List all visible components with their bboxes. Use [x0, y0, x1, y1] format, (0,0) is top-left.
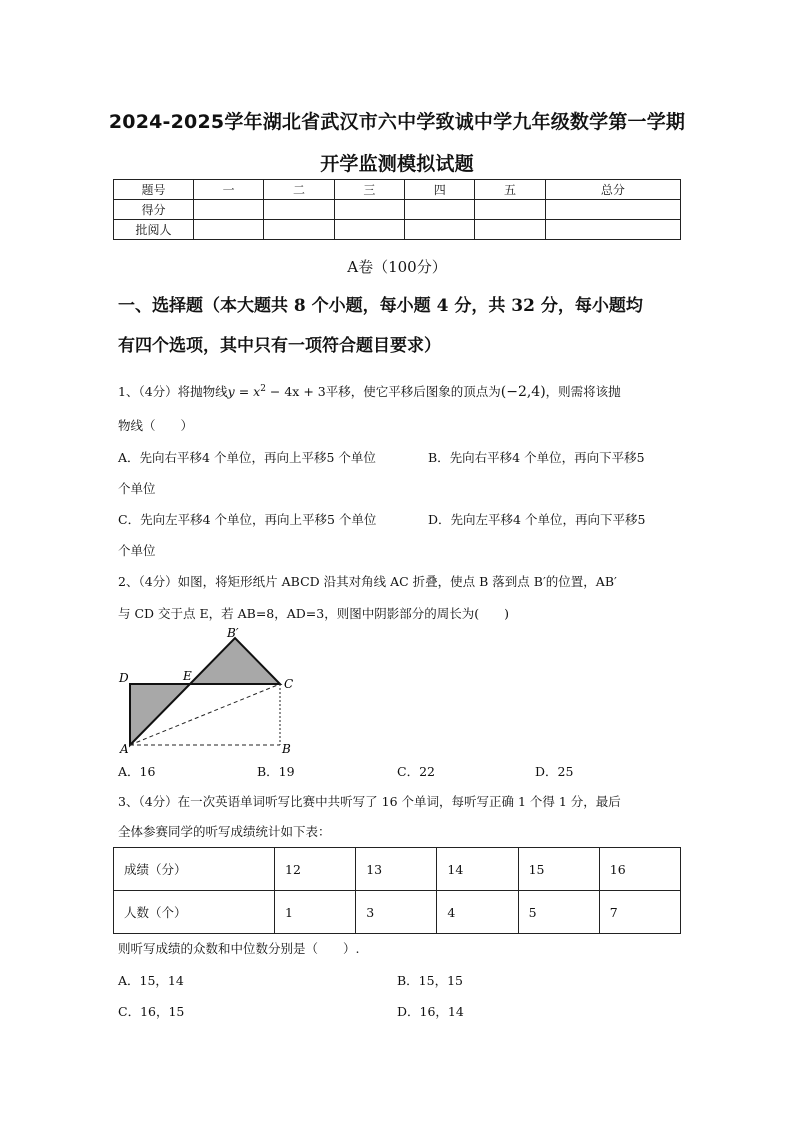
- label-a: A: [120, 742, 129, 756]
- q1-option-d[interactable]: D．先向左平移4 个单位，再向下平移5: [428, 512, 646, 527]
- score-cell: 三: [334, 180, 404, 200]
- label-b-prime: B′: [227, 626, 239, 640]
- q3-option-a[interactable]: A．15，14: [118, 973, 184, 988]
- q3-option-b[interactable]: B．15，15: [397, 973, 463, 988]
- q1-option-b-cont: 个单位: [118, 481, 156, 496]
- q1-formula-y: y: [227, 384, 235, 400]
- q1-option-a[interactable]: A．先向右平移4 个单位，再向上平移5 个单位: [118, 450, 376, 465]
- score-table-row: [114, 200, 681, 220]
- score-cell: [475, 200, 545, 220]
- score-cell: 总分: [545, 180, 680, 200]
- score-table: [113, 179, 681, 240]
- table-cell: 14: [437, 848, 518, 891]
- score-cell: [545, 220, 680, 240]
- label-c: C: [284, 677, 294, 691]
- score-cell: 题号: [114, 180, 194, 200]
- score-cell: 四: [405, 180, 475, 200]
- q1-formula-rest: − 4x + 3: [265, 384, 326, 400]
- q1-formula-x: x: [253, 384, 261, 400]
- volume-heading: A卷（100分）: [347, 258, 447, 276]
- table-cell: 3: [356, 891, 437, 934]
- table-cell: 7: [599, 891, 680, 934]
- q2-stem-line-2: 与 CD 交于点 E，若 AB=8，AD=3，则图中阴影部分的周长为( ): [118, 606, 509, 621]
- table-cell: 16: [599, 848, 680, 891]
- score-cell: 得分: [114, 200, 194, 220]
- q3-stem-line-1: 3、（4分）在一次英语单词听写比赛中共听写了 16 个单词，每听写正确 1 个得 1 分，最后: [118, 794, 621, 809]
- table-cell: 12: [275, 848, 356, 891]
- label-e: E: [183, 669, 192, 683]
- q1-formula-eq: =: [234, 384, 254, 400]
- score-cell: [405, 200, 475, 220]
- q1-middle: 平移，使它平移后图象的顶点为: [325, 384, 501, 400]
- score-cell: [545, 200, 680, 220]
- score-cell: [264, 220, 334, 240]
- table-cell: 13: [356, 848, 437, 891]
- score-cell: [334, 200, 404, 220]
- section-1-heading-line-1: 一、选择题（本大题共 8 个小题，每小题 4 分，共 32 分，每小题均: [118, 296, 643, 316]
- q1-option-d-cont: 个单位: [118, 543, 156, 558]
- table-row: [114, 848, 681, 891]
- score-table-row: [114, 220, 681, 240]
- label-b: B: [282, 742, 291, 756]
- q3-score-table: [113, 847, 681, 934]
- q1-stem-line-1: [118, 374, 683, 408]
- table-cell: 人数（个）: [114, 891, 275, 934]
- score-cell: 二: [264, 180, 334, 200]
- q1-suffix: ，则需将该抛: [545, 384, 621, 400]
- table-cell: 成绩（分）: [114, 848, 275, 891]
- score-cell: [264, 200, 334, 220]
- score-cell: [194, 220, 264, 240]
- q3-option-d[interactable]: D．16，14: [397, 1004, 464, 1019]
- score-table-header-row: [114, 180, 681, 200]
- q1-stem-line-2: 物线（ ）: [118, 418, 194, 433]
- score-cell: [405, 220, 475, 240]
- q1-prefix: 1、（4分）将抛物线: [118, 384, 228, 400]
- shaded-triangle-ade: [130, 684, 190, 745]
- table-row: [114, 891, 681, 934]
- title-line-1: 2024-2025学年湖北省武汉市六中学致诚中学九年级数学第一学期: [108, 111, 686, 133]
- score-cell: [334, 220, 404, 240]
- table-cell: 4: [437, 891, 518, 934]
- label-d: D: [119, 671, 129, 685]
- table-cell: 5: [518, 891, 599, 934]
- score-cell: 五: [475, 180, 545, 200]
- score-cell: 批阅人: [114, 220, 194, 240]
- score-cell: 一: [194, 180, 264, 200]
- q3-stem-line-2: 全体参赛同学的听写成绩统计如下表：: [118, 824, 331, 839]
- q2-option-d[interactable]: D．25: [535, 764, 574, 779]
- title-line-2: 开学监测模拟试题: [320, 153, 474, 175]
- shaded-triangle-ebc: [190, 638, 280, 684]
- score-cell: [475, 220, 545, 240]
- q2-figure: [110, 622, 310, 758]
- q3-question: 则听写成绩的众数和中位数分别是（ ）.: [118, 941, 360, 956]
- q3-option-c[interactable]: C．16，15: [118, 1004, 185, 1019]
- q1-option-c[interactable]: C．先向左平移4 个单位，再向上平移5 个单位: [118, 512, 377, 527]
- section-1-heading-line-2: 有四个选项，其中只有一项符合题目要求）: [118, 336, 441, 356]
- q1-formula-exp: 2: [260, 384, 266, 394]
- q2-option-b[interactable]: B．19: [257, 764, 295, 779]
- q2-stem-line-1: 2、（4分）如图，将矩形纸片 ABCD 沿其对角线 AC 折叠，使点 B 落到点 B′的位置，AB′: [118, 574, 617, 589]
- score-cell: [194, 200, 264, 220]
- q1-point: (−2,4): [500, 384, 546, 401]
- q1-option-b[interactable]: B．先向右平移4 个单位，再向下平移5: [428, 450, 645, 465]
- q2-option-c[interactable]: C．22: [397, 764, 435, 779]
- table-cell: 15: [518, 848, 599, 891]
- table-cell: 1: [275, 891, 356, 934]
- q2-option-a[interactable]: A．16: [118, 764, 156, 779]
